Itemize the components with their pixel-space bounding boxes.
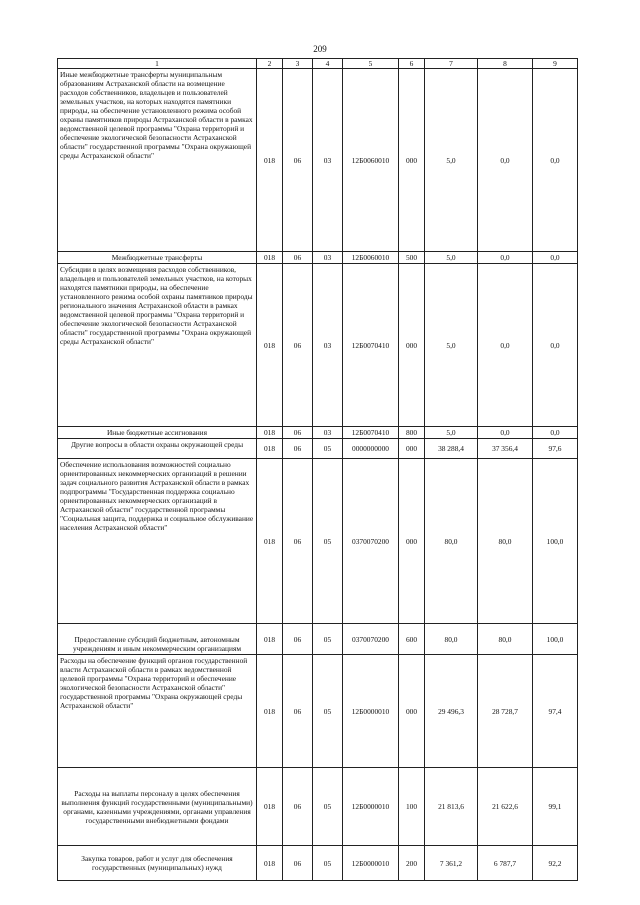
page-number: 209 bbox=[313, 44, 327, 54]
cell-subsection: 03 bbox=[313, 264, 343, 427]
table-row bbox=[58, 252, 578, 264]
cell-ministry: 018 bbox=[257, 459, 283, 624]
row-description: Иные межбюджетные трансферты муниципальным образованиям Астраханской области на возмещение расходов собственников, владельцев и пользователей земельных участков, на которых находятся памятники природы, на обеспечение установленного режима особой охраны памятников природы Астраханской области в рамках ведомственной целевой программы "Охрана территорий и обеспечение экологической безопасности Астраханской области" государственной программы "Охрана окружающей среды Астраханской области" bbox=[58, 69, 257, 252]
cell-planned: 5,0 bbox=[425, 252, 478, 264]
cell-percent: 97,4 bbox=[533, 655, 578, 768]
cell-target-article: 12Б0060010 bbox=[343, 69, 399, 252]
cell-planned: 21 813,6 bbox=[425, 768, 478, 846]
cell-planned: 5,0 bbox=[425, 264, 478, 427]
cell-percent: 0,0 bbox=[533, 69, 578, 252]
cell-executed: 80,0 bbox=[478, 624, 533, 655]
table-row bbox=[58, 624, 578, 655]
cell-subsection: 03 bbox=[313, 427, 343, 439]
column-header: 7 bbox=[425, 59, 478, 69]
cell-section: 06 bbox=[283, 264, 313, 427]
column-header: 5 bbox=[343, 59, 399, 69]
cell-target-article: 12Б0060010 bbox=[343, 252, 399, 264]
column-header: 4 bbox=[313, 59, 343, 69]
cell-planned: 80,0 bbox=[425, 459, 478, 624]
cell-planned: 38 288,4 bbox=[425, 439, 478, 459]
cell-expense-type: 000 bbox=[399, 69, 425, 252]
table-row bbox=[58, 427, 578, 439]
cell-expense-type: 000 bbox=[399, 439, 425, 459]
cell-percent: 99,1 bbox=[533, 768, 578, 846]
cell-percent: 0,0 bbox=[533, 252, 578, 264]
cell-target-article: 12Б0000010 bbox=[343, 655, 399, 768]
cell-section: 06 bbox=[283, 768, 313, 846]
cell-ministry: 018 bbox=[257, 439, 283, 459]
column-header: 8 bbox=[478, 59, 533, 69]
cell-percent: 100,0 bbox=[533, 624, 578, 655]
cell-executed: 6 787,7 bbox=[478, 846, 533, 881]
cell-section: 06 bbox=[283, 69, 313, 252]
cell-section: 06 bbox=[283, 459, 313, 624]
cell-section: 06 bbox=[283, 846, 313, 881]
row-description: Межбюджетные трансферты bbox=[58, 252, 257, 264]
row-description: Предоставление субсидий бюджетным, автономным учреждениям и иным некоммерческим организациям bbox=[58, 624, 257, 655]
cell-executed: 0,0 bbox=[478, 69, 533, 252]
cell-subsection: 05 bbox=[313, 768, 343, 846]
cell-ministry: 018 bbox=[257, 655, 283, 768]
cell-section: 06 bbox=[283, 252, 313, 264]
cell-section: 06 bbox=[283, 427, 313, 439]
cell-expense-type: 500 bbox=[399, 252, 425, 264]
cell-target-article: 0370070200 bbox=[343, 459, 399, 624]
cell-executed: 0,0 bbox=[478, 264, 533, 427]
table-row bbox=[58, 264, 578, 427]
cell-section: 06 bbox=[283, 624, 313, 655]
cell-subsection: 03 bbox=[313, 252, 343, 264]
cell-section: 06 bbox=[283, 655, 313, 768]
cell-target-article: 0000000000 bbox=[343, 439, 399, 459]
column-header: 9 bbox=[533, 59, 578, 69]
cell-section: 06 bbox=[283, 439, 313, 459]
cell-subsection: 05 bbox=[313, 459, 343, 624]
cell-subsection: 03 bbox=[313, 69, 343, 252]
cell-ministry: 018 bbox=[257, 252, 283, 264]
table-row bbox=[58, 846, 578, 881]
cell-ministry: 018 bbox=[257, 624, 283, 655]
cell-ministry: 018 bbox=[257, 768, 283, 846]
row-description: Закупка товаров, работ и услуг для обеспечения государственных (муниципальных) нужд bbox=[58, 846, 257, 881]
cell-target-article: 0370070200 bbox=[343, 624, 399, 655]
cell-percent: 92,2 bbox=[533, 846, 578, 881]
cell-ministry: 018 bbox=[257, 69, 283, 252]
cell-percent: 97,6 bbox=[533, 439, 578, 459]
cell-target-article: 12Б0000010 bbox=[343, 846, 399, 881]
budget-table bbox=[57, 58, 578, 881]
cell-percent: 100,0 bbox=[533, 459, 578, 624]
cell-subsection: 05 bbox=[313, 439, 343, 459]
row-description: Расходы на обеспечение функций органов государственной власти Астраханской области в рамках ведомственной целевой программы "Охрана территорий и обеспечение экологической безопасности Астраханской области" государственной программы "Охрана окружающей среды Астраханской области" bbox=[58, 655, 257, 768]
row-description: Иные бюджетные ассигнования bbox=[58, 427, 257, 439]
row-description: Субсидии в целях возмещения расходов собственников, владельцев и пользователей земельных участков, на которых находятся памятники природы, на обеспечение установленного режима особой охраны памятников природы регионального значения Астраханской области в рамках ведомственной целевой программы "Охрана территорий и обеспечение экологической безопасности Астраханской области" государственной программы "Охрана окружающей среды Астраханской области" bbox=[58, 264, 257, 427]
cell-percent: 0,0 bbox=[533, 427, 578, 439]
cell-percent: 0,0 bbox=[533, 264, 578, 427]
cell-executed: 0,0 bbox=[478, 427, 533, 439]
column-header: 6 bbox=[399, 59, 425, 69]
header-row bbox=[58, 59, 578, 69]
cell-expense-type: 000 bbox=[399, 264, 425, 427]
row-description: Обеспечение использования возможностей социально ориентированных некоммерческих организаций в решении задач социального развития Астраханской области в рамках подпрограммы "Государственная поддержка социально ориентированных некоммерческих организаций в Астраханской области" государственной программы "Социальная защита, поддержка и социальное обслуживание населения Астраханской области" bbox=[58, 459, 257, 624]
cell-expense-type: 000 bbox=[399, 655, 425, 768]
cell-ministry: 018 bbox=[257, 264, 283, 427]
cell-target-article: 12Б0070410 bbox=[343, 264, 399, 427]
row-description: Другие вопросы в области охраны окружающей среды bbox=[58, 439, 257, 459]
cell-executed: 28 728,7 bbox=[478, 655, 533, 768]
cell-ministry: 018 bbox=[257, 846, 283, 881]
table-row bbox=[58, 768, 578, 846]
cell-planned: 80,0 bbox=[425, 624, 478, 655]
table-row bbox=[58, 459, 578, 624]
table-row bbox=[58, 69, 578, 252]
column-header: 2 bbox=[257, 59, 283, 69]
cell-expense-type: 000 bbox=[399, 459, 425, 624]
cell-target-article: 12Б0000010 bbox=[343, 768, 399, 846]
cell-executed: 0,0 bbox=[478, 252, 533, 264]
cell-expense-type: 200 bbox=[399, 846, 425, 881]
cell-planned: 5,0 bbox=[425, 69, 478, 252]
cell-subsection: 05 bbox=[313, 624, 343, 655]
row-description: Расходы на выплаты персоналу в целях обеспечения выполнения функций государственными (муниципальными) органами, казенными учреждениями, органами управления государственными внебюджетными фондами bbox=[58, 768, 257, 846]
cell-planned: 7 361,2 bbox=[425, 846, 478, 881]
cell-planned: 29 496,3 bbox=[425, 655, 478, 768]
table-row bbox=[58, 655, 578, 768]
column-header: 3 bbox=[283, 59, 313, 69]
cell-expense-type: 800 bbox=[399, 427, 425, 439]
cell-expense-type: 100 bbox=[399, 768, 425, 846]
cell-expense-type: 600 bbox=[399, 624, 425, 655]
cell-executed: 37 356,4 bbox=[478, 439, 533, 459]
cell-subsection: 05 bbox=[313, 655, 343, 768]
column-header: 1 bbox=[58, 59, 257, 69]
cell-executed: 80,0 bbox=[478, 459, 533, 624]
cell-ministry: 018 bbox=[257, 427, 283, 439]
cell-executed: 21 622,6 bbox=[478, 768, 533, 846]
cell-subsection: 05 bbox=[313, 846, 343, 881]
cell-target-article: 12Б0070410 bbox=[343, 427, 399, 439]
cell-planned: 5,0 bbox=[425, 427, 478, 439]
table-row bbox=[58, 439, 578, 459]
